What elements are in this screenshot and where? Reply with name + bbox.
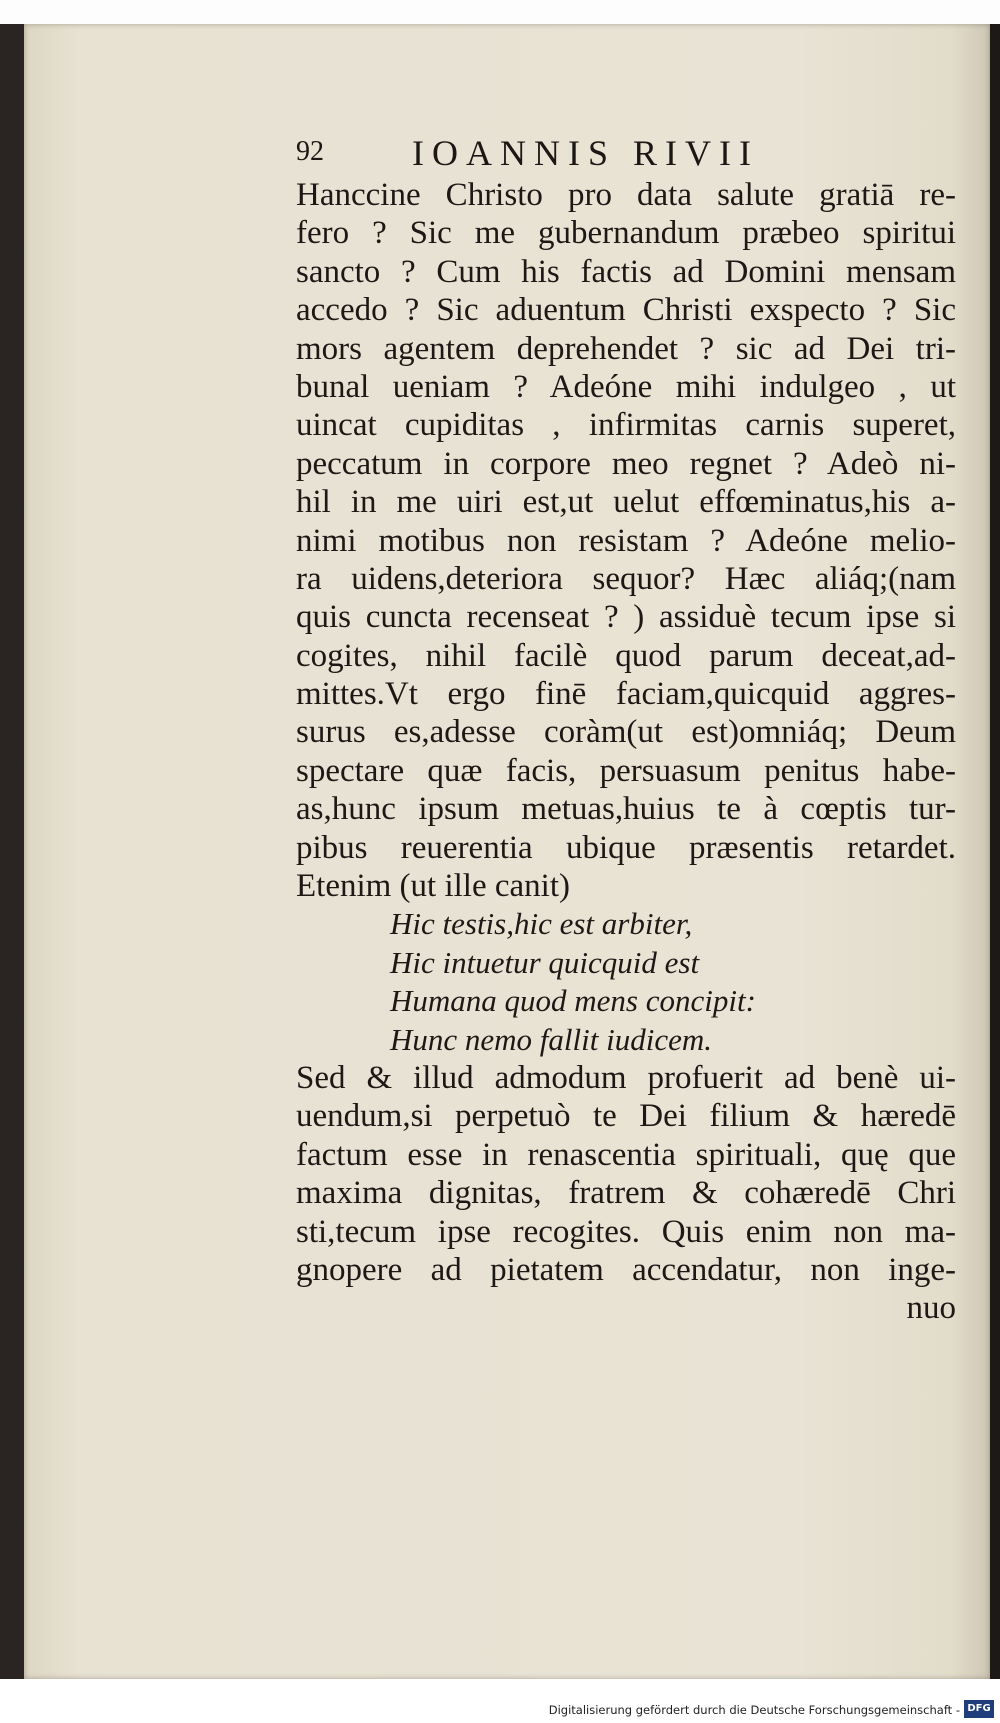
text-line: uincat cupiditas , infirmitas carnis superet, (296, 407, 956, 444)
running-head: IOANNIS RIVII (412, 133, 759, 173)
text-line: nimi motibus non resistam ? Adeóne melio- (296, 522, 956, 559)
text-line: sancto ? Cum his factis ad Domini mensam (296, 253, 956, 290)
funding-credit: Digitalisierung gefördert durch die Deutsche Forschungsgemeinschaft - (548, 1703, 960, 1717)
verse-line: Humana quod mens concipit: (390, 983, 756, 1019)
scan-top-margin (0, 0, 1000, 24)
text-line: peccatum in corpore meo regnet ? Adeò ni- (296, 445, 956, 482)
text-line: spectare quæ facis, persuasum penitus habe- (296, 752, 956, 789)
text-line: quis cuncta recenseat ? ) assiduè tecum ipse si (296, 599, 956, 636)
catchword: nuo (906, 1290, 956, 1327)
text-line: gnopere ad pietatem accendatur, non inge- (296, 1251, 956, 1288)
text-line: mors agentem deprehendet ? sic ad Dei tri- (296, 330, 956, 367)
text-line: accedo ? Sic aduentum Christi exspecto ? Sic (296, 292, 956, 329)
body-text (296, 176, 956, 1328)
page-edge-shadow (990, 24, 1000, 1679)
text-line: Hanccine Christo pro data salute gratiā re- (296, 177, 956, 213)
text-line: ra uidens,deteriora sequor? Hæc aliáq;(nam (296, 560, 956, 597)
text-line: surus es,adesse coràm(ut est)omniáq; Deum (296, 714, 956, 751)
text-line: maxima dignitas, fratrem & cohæredē Chri (296, 1175, 956, 1212)
text-line: mittes.Vt ergo finē faciam,quicquid aggres- (296, 676, 956, 713)
page-number: 92 (296, 136, 324, 167)
text-line: Sed & illud admodum profuerit ad benè ui- (296, 1059, 956, 1096)
verse-line: Hic testis,hic est arbiter, (390, 906, 693, 942)
text-line: uendum,si perpetuò te Dei filium & hæredē (296, 1098, 956, 1135)
text-line: sti,tecum ipse recogites. Quis enim non ma- (296, 1213, 956, 1250)
text-line: bunal ueniam ? Adeóne mihi indulgeo , ut (296, 368, 956, 405)
text-line: cogites, nihil facilè quod parum deceat,ad- (296, 637, 956, 674)
text-line: Etenim (ut ille canit) (296, 868, 570, 905)
text-line: fero ? Sic me gubernandum præbeo spiritui (296, 215, 956, 252)
dfg-logo: DFG (964, 1700, 994, 1718)
text-line: as,hunc ipsum metuas,huius te à cœptis tur- (296, 791, 956, 828)
page-header (272, 130, 972, 174)
verse-line: Hic intuetur quicquid est (390, 944, 700, 980)
verse-line: Hunc nemo fallit iudicem. (390, 1021, 712, 1057)
text-line: hil in me uiri est,ut uelut effœminatus,his a- (296, 484, 956, 521)
text-line: factum esse in renascentia spirituali, quę que (296, 1136, 956, 1173)
text-line: pibus reuerentia ubique præsentis retardet. (296, 829, 956, 866)
